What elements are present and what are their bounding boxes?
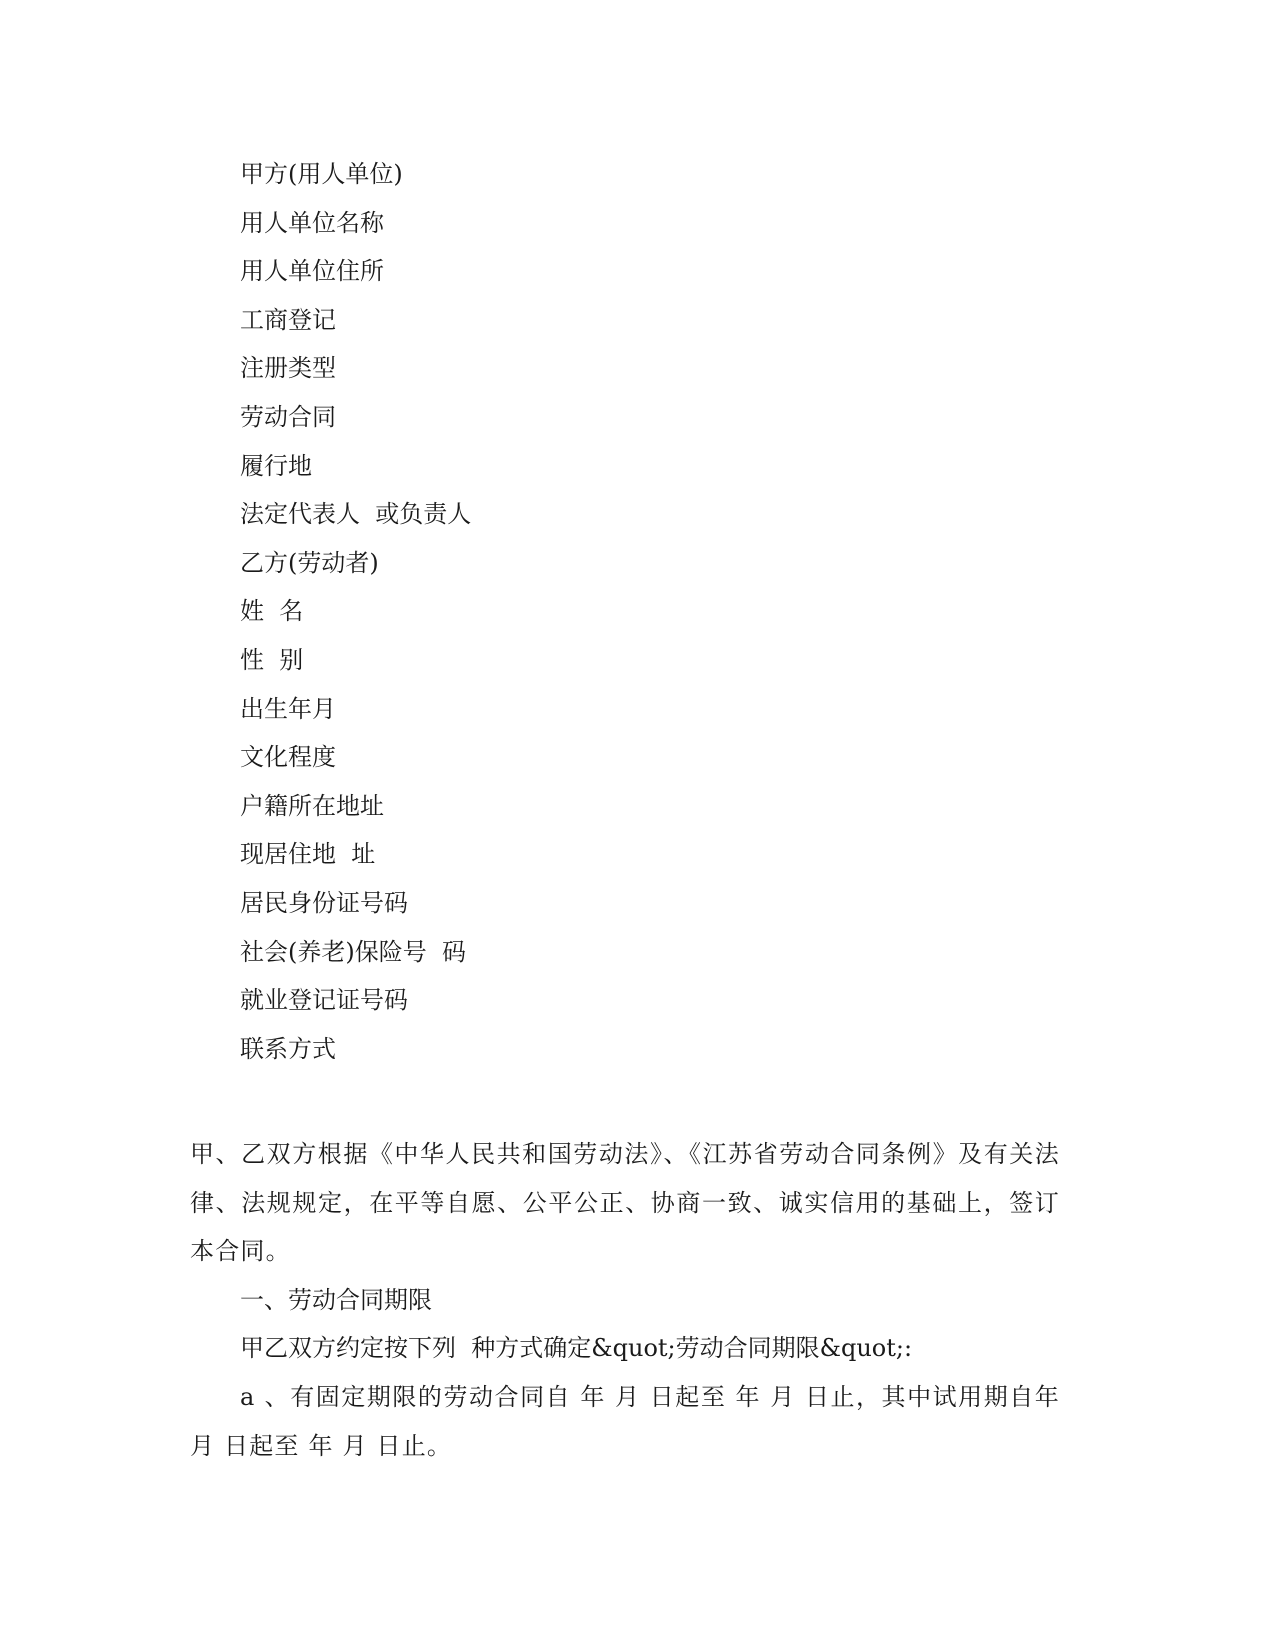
field-label-contact: 联系方式: [240, 1034, 336, 1063]
field-label-birth-date: 出生年月: [240, 694, 336, 723]
field-label-gender: 性 别: [240, 645, 304, 674]
field-label-social-insurance-number: 社会(养老)保险号 码: [240, 937, 466, 966]
field-label-employment-registration: 就业登记证号码: [240, 986, 408, 1015]
section-heading: 一、劳动合同期限: [240, 1285, 432, 1314]
field-label-current-address: 现居住地 址: [240, 840, 376, 869]
clause-a: a 、有固定期限的劳动合同自 年 月 日起至 年 月 日止，其中试用期自年月 日起至 年 月 日止。: [190, 1382, 1060, 1460]
field-label-business-registration: 工商登记: [240, 305, 336, 334]
field-label-employee: 乙方(劳动者): [240, 548, 379, 577]
field-label-employer: 甲方(用人单位): [240, 160, 403, 188]
field-label-household-address: 户籍所在地址: [240, 791, 384, 820]
section-line: 甲乙双方约定按下列 种方式确定&quot;劳动合同期限&quot;:: [240, 1334, 913, 1363]
field-label-employer-name: 用人单位名称: [240, 208, 384, 237]
field-label-place-of-performance: 履行地: [240, 451, 312, 480]
field-label-name: 姓 名: [240, 597, 304, 626]
field-label-legal-representative: 法定代表人 或负责人: [240, 500, 472, 529]
party-field-list: [240, 160, 471, 1083]
field-label-education: 文化程度: [240, 743, 336, 772]
contract-body: [190, 1130, 1060, 1470]
field-label-id-number: 居民身份证号码: [240, 888, 408, 917]
field-label-employer-address: 用人单位住所: [240, 257, 384, 286]
intro-paragraph: 甲、乙双方根据《中华人民共和国劳动法》、《江苏省劳动合同条例》及有关法律、法规规定，在平等自愿、公平公正、协商一致、诚实信用的基础上，签订本合同。: [190, 1140, 1060, 1266]
field-label-registration-type: 注册类型: [240, 354, 336, 383]
field-label-labor-contract: 劳动合同: [240, 402, 336, 431]
